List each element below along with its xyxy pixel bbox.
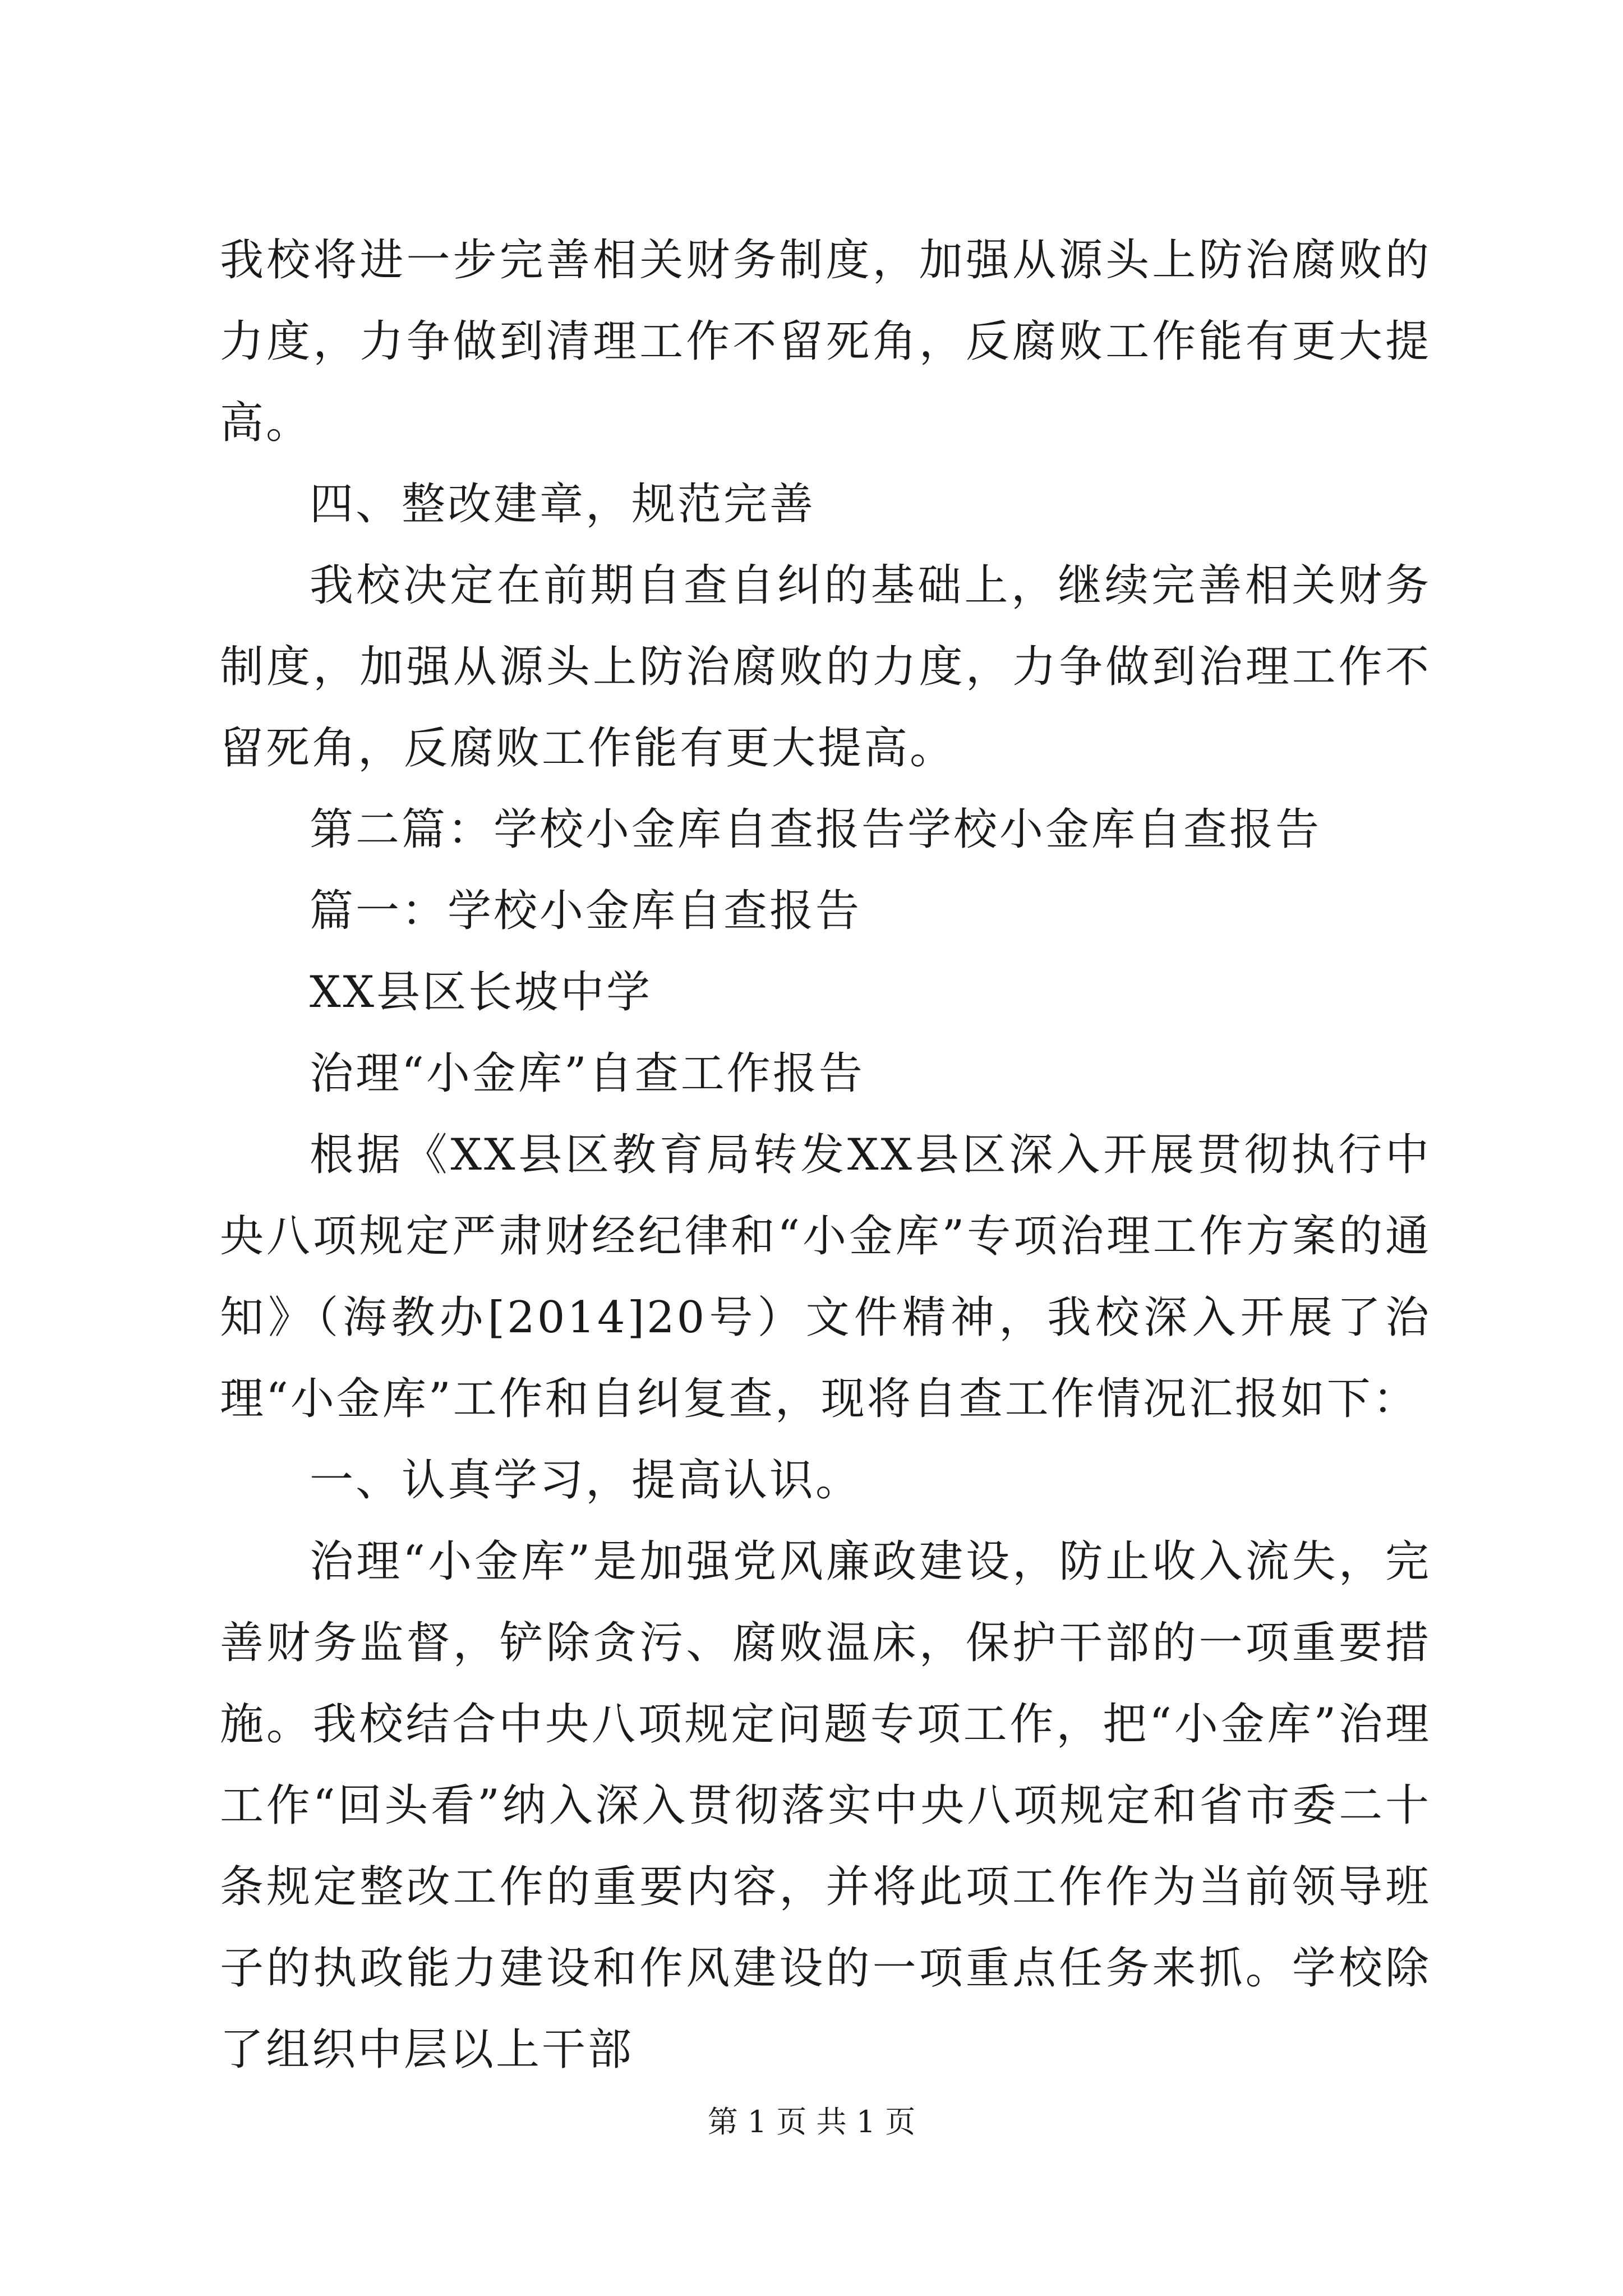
- chapter-title-2: 第二篇：学校小金库自查报告学校小金库自查报告: [310, 804, 1322, 855]
- paragraph-1: 我校将进一步完善相关财务制度，加强从源头上防治腐败的力度，力争做到清理工作不留死角，反腐败工作能有更大提高。: [220, 235, 1431, 448]
- paragraph-3: 我校决定在前期自查自纠的基础上，继续完善相关财务制度，加强从源头上防治腐败的力度，力争做到治理工作不留死角，反腐败工作能有更大提高。: [220, 560, 1431, 774]
- document-body: [220, 220, 1431, 2091]
- paragraph-body: 治理“小金库”是加强党风廉政建设，防止收入流失，完善财务监督，铲除贪污、腐败温床，保护干部的一项重要措施。我校结合中央八项规定问题专项工作，把“小金库”治理工作“回头看”纳入深入贯彻落实中央八项规定和省市委二十条规定整改工作的重要内容，并将此项工作作为当前领导班子的执政能力建设和作风建设的一项重点任务来抓。学校除了组织中层以上干部: [220, 1536, 1431, 2075]
- school-name: XX县区长坡中学: [310, 967, 653, 1018]
- page-number-footer: 第 1 页 共 1 页: [707, 2104, 916, 2139]
- article-title-1: 篇一：学校小金库自查报告: [310, 886, 862, 936]
- section-heading-4: 四、整改建章，规范完善: [310, 479, 816, 530]
- paragraph-intro: 根据《XX县区教育局转发XX县区深入开展贯彻执行中央八项规定严肃财经纪律和“小金库”专项治理工作方案的通知》（海教办[2014]20号）文件精神，我校深入开展了治理“小金库”工作和自纠复查，现将自查工作情况汇报如下：: [220, 1130, 1431, 1424]
- report-title: 治理“小金库”自查工作报告: [310, 1048, 865, 1099]
- section-heading-1: 一、认真学习，提高认识。: [310, 1455, 862, 1506]
